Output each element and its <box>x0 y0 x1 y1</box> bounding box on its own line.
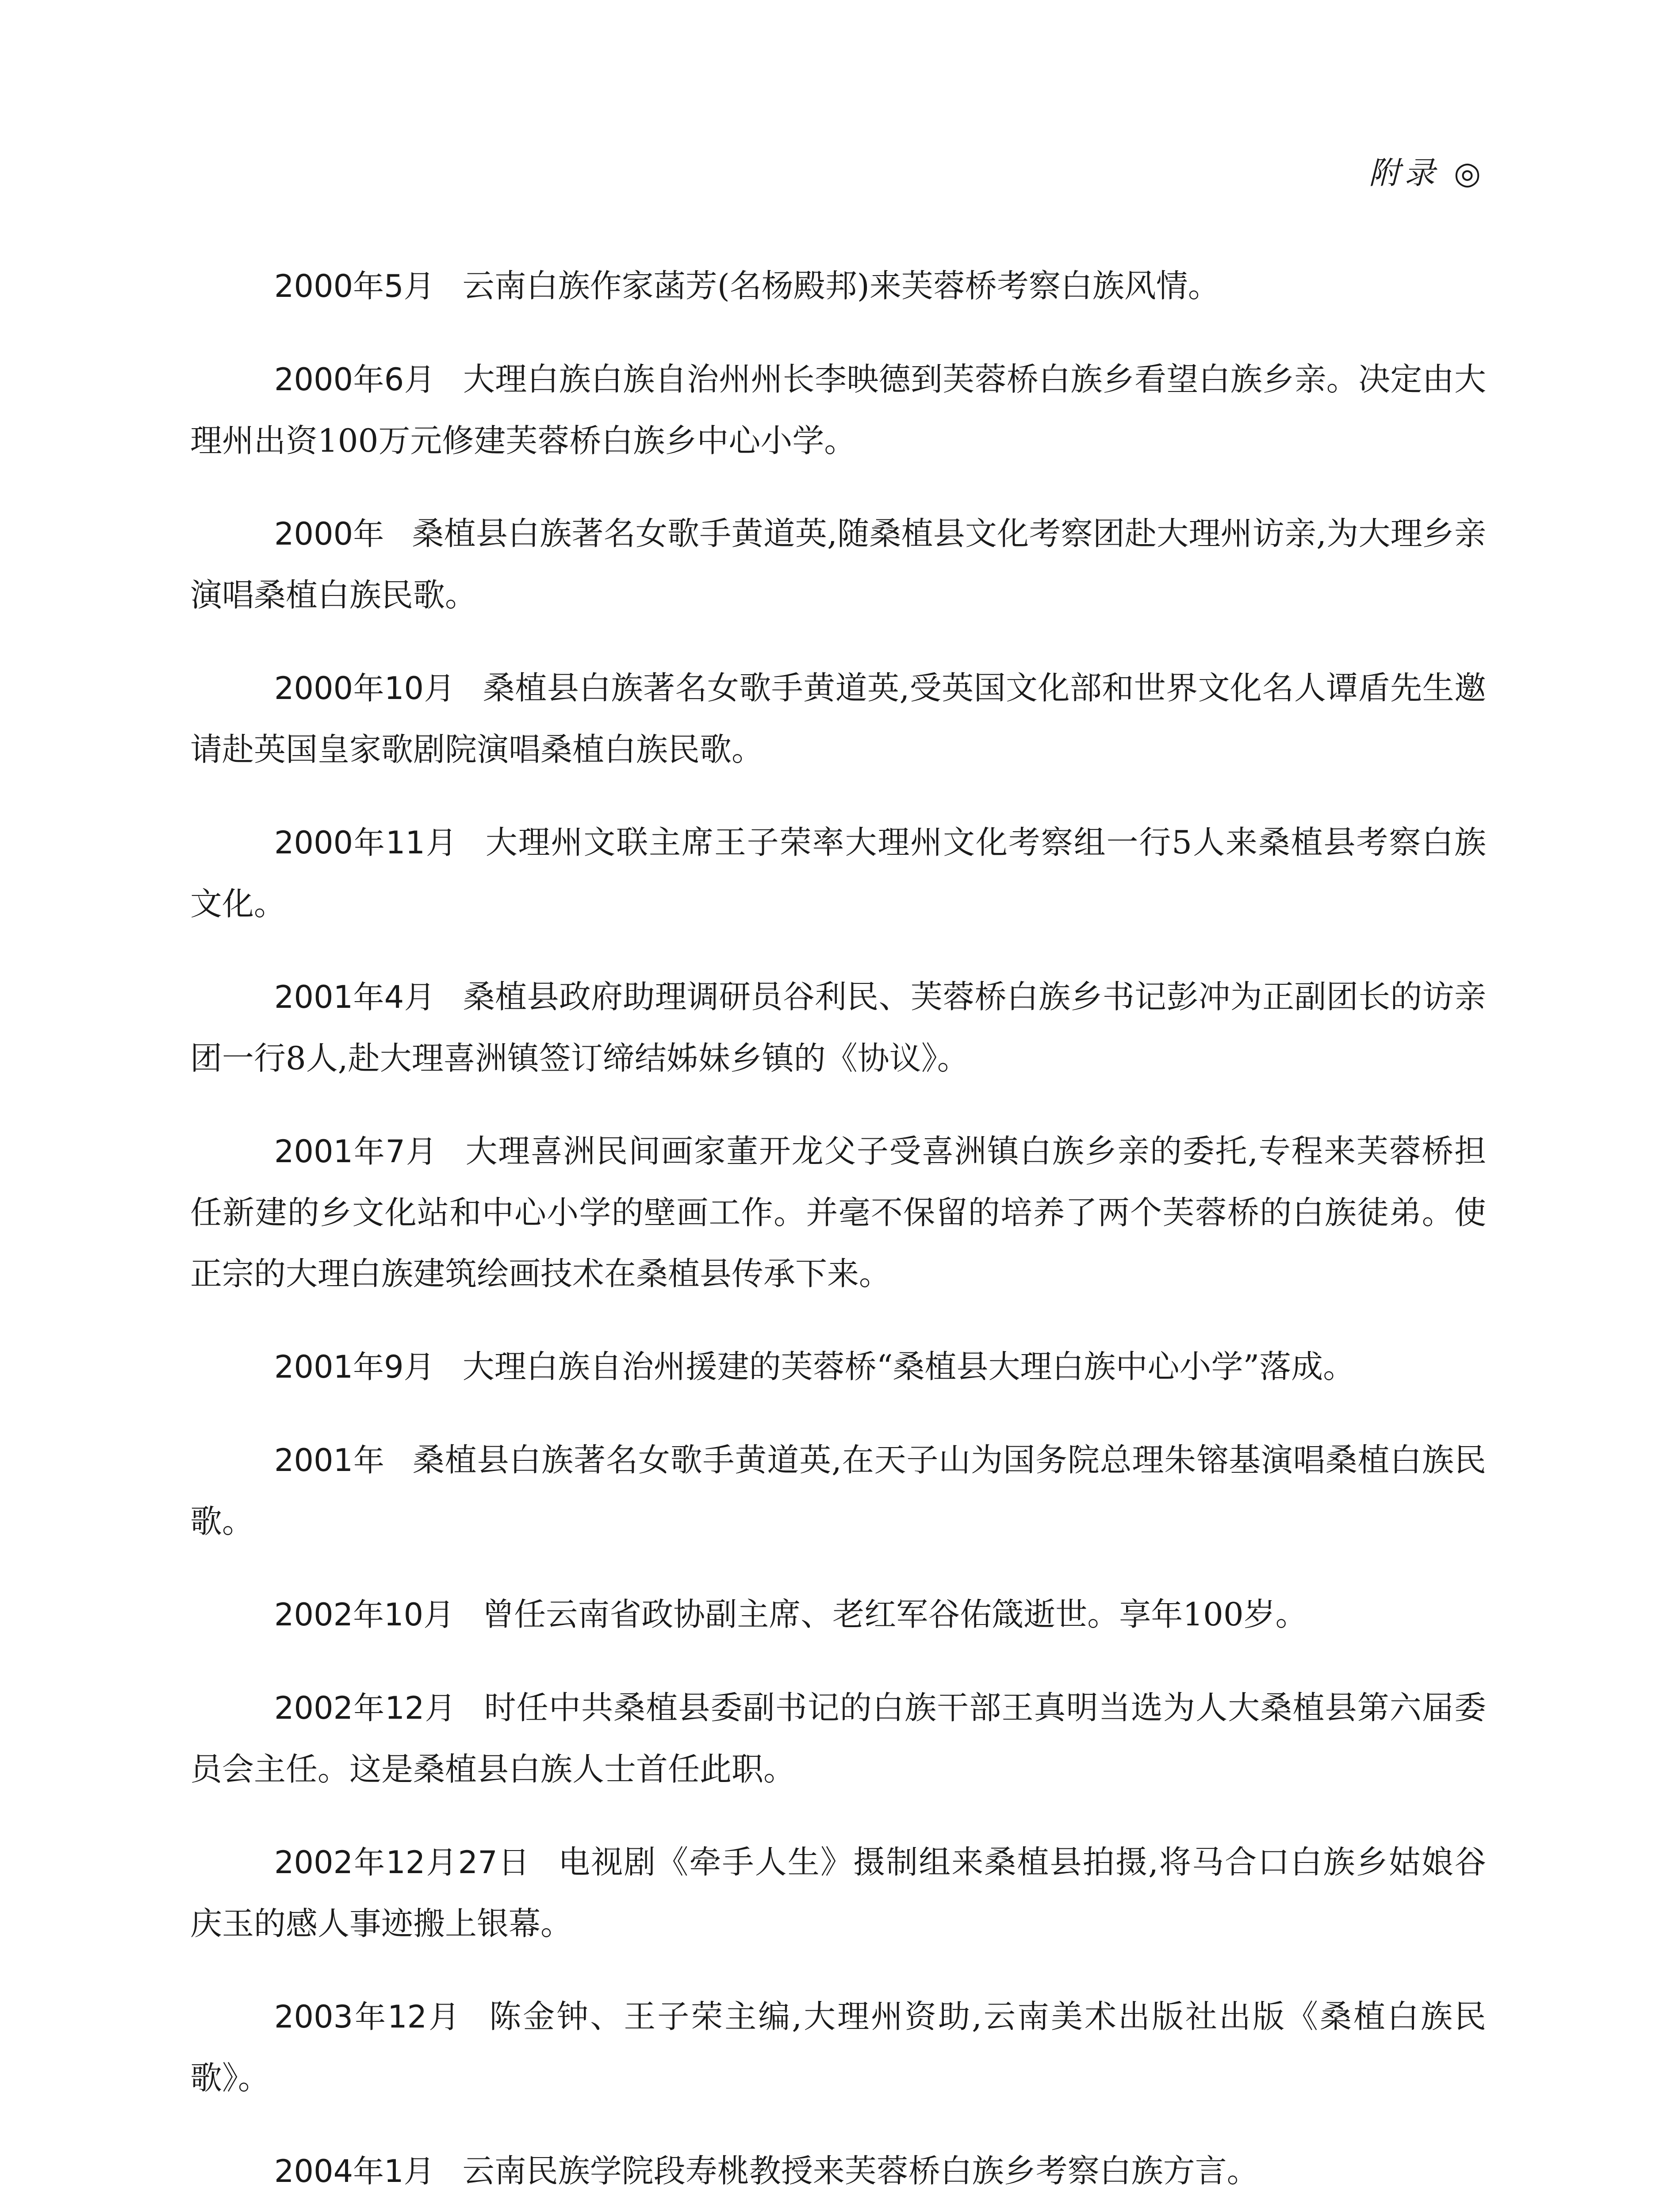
chronology-entry <box>190 812 1486 934</box>
chronology-entry <box>190 1677 1486 1800</box>
entry-date: 2000年10月 <box>274 670 455 707</box>
entry-date: 2000年6月 <box>274 361 435 398</box>
chronology-entry <box>190 1584 1486 1645</box>
chronology-entry <box>190 966 1486 1089</box>
entry-text: 大理喜洲民间画家董开龙父子受喜洲镇白族乡亲的委托,专程来芙蓉桥担任新建的乡文化站和中心小学的壁画工作。并毫不保留的培养了两个芙蓉桥的白族徒弟。使正宗的大理白族建筑绘画技术在桑植县传承下来。 <box>190 1133 1487 1292</box>
entry-text: 桑植县白族著名女歌手黄道英,在天子山为国务院总理朱镕基演唱桑植白族民歌。 <box>190 1441 1486 1540</box>
entry-text: 桑植县政府助理调研员谷利民、芙蓉桥白族乡书记彭冲为正副团长的访亲团一行8人,赴大理喜洲镇签订缔结姊妹乡镇的《协议》。 <box>190 978 1486 1077</box>
chronology-entry <box>190 1336 1486 1398</box>
chronology-entry <box>190 1121 1486 1304</box>
chronology-entry <box>190 2140 1486 2202</box>
entry-date: 2000年11月 <box>274 825 458 861</box>
entry-date: 2001年4月 <box>274 979 435 1015</box>
entry-date: 2001年7月 <box>274 1133 438 1170</box>
entry-text: 电视剧《牵手人生》摄制组来桑植县拍摄,将马合口白族乡姑娘谷庆玉的感人事迹搬上银幕。 <box>190 1843 1486 1942</box>
chronology-entry <box>190 503 1486 626</box>
chronology-entry <box>190 657 1486 780</box>
entry-text: 桑植县白族著名女歌手黄道英,受英国文化部和世界文化名人谭盾先生邀请赴英国皇家歌剧院演唱桑植白族民歌。 <box>190 669 1486 768</box>
entry-text: 云南白族作家菡芳(名杨殿邦)来芙蓉桥考察白族风情。 <box>462 267 1220 304</box>
chronology-entry <box>190 1986 1486 2108</box>
chronology-entry <box>190 1429 1486 1552</box>
entry-text: 云南民族学院段寿桃教授来芙蓉桥白族乡考察白族方言。 <box>462 2152 1259 2189</box>
entry-text: 陈金钟、王子荣主编,大理州资助,云南美术出版社出版《桑植白族民歌》。 <box>190 1998 1486 2097</box>
entry-text: 曾任云南省政协副主席、老红军谷佑箴逝世。享年100岁。 <box>482 1596 1307 1633</box>
entry-text: 大理白族自治州援建的芙蓉桥“桑植县大理白族中心小学”落成。 <box>462 1348 1355 1385</box>
entry-text: 桑植县白族著名女歌手黄道英,随桑植县文化考察团赴大理州访亲,为大理乡亲演唱桑植白族民歌。 <box>190 515 1486 614</box>
entry-date: 2002年12月27日 <box>274 1844 530 1881</box>
chronology-entries <box>190 223 1486 2212</box>
entry-date: 2003年12月 <box>274 1999 462 2035</box>
entry-date: 2000年5月 <box>274 268 435 304</box>
entry-date: 2002年10月 <box>274 1597 455 1633</box>
chronology-entry <box>190 1832 1486 1954</box>
entry-date: 2004年1月 <box>274 2153 435 2189</box>
entry-date: 2001年 <box>274 1442 385 1479</box>
entry-text: 大理白族白族自治州州长李映德到芙蓉桥白族乡看望白族乡亲。决定由大理州出资100万元修建芙蓉桥白族乡中心小学。 <box>190 361 1486 459</box>
chronology-entry <box>190 349 1486 471</box>
entry-date: 2002年12月 <box>274 1690 456 1726</box>
entry-text: 时任中共桑植县委副书记的白族干部王真明当选为人大桑植县第六届委员会主任。这是桑植县白族人士首任此职。 <box>190 1689 1486 1788</box>
entry-date: 2001年9月 <box>274 1349 435 1385</box>
running-header: 附录 ◎ <box>1368 155 1485 191</box>
entry-date: 2000年 <box>274 516 384 552</box>
entry-text: 大理州文联主席王子荣率大理州文化考察组一行5人来桑植县考察白族文化。 <box>190 824 1487 922</box>
chronology-entry <box>190 255 1486 317</box>
